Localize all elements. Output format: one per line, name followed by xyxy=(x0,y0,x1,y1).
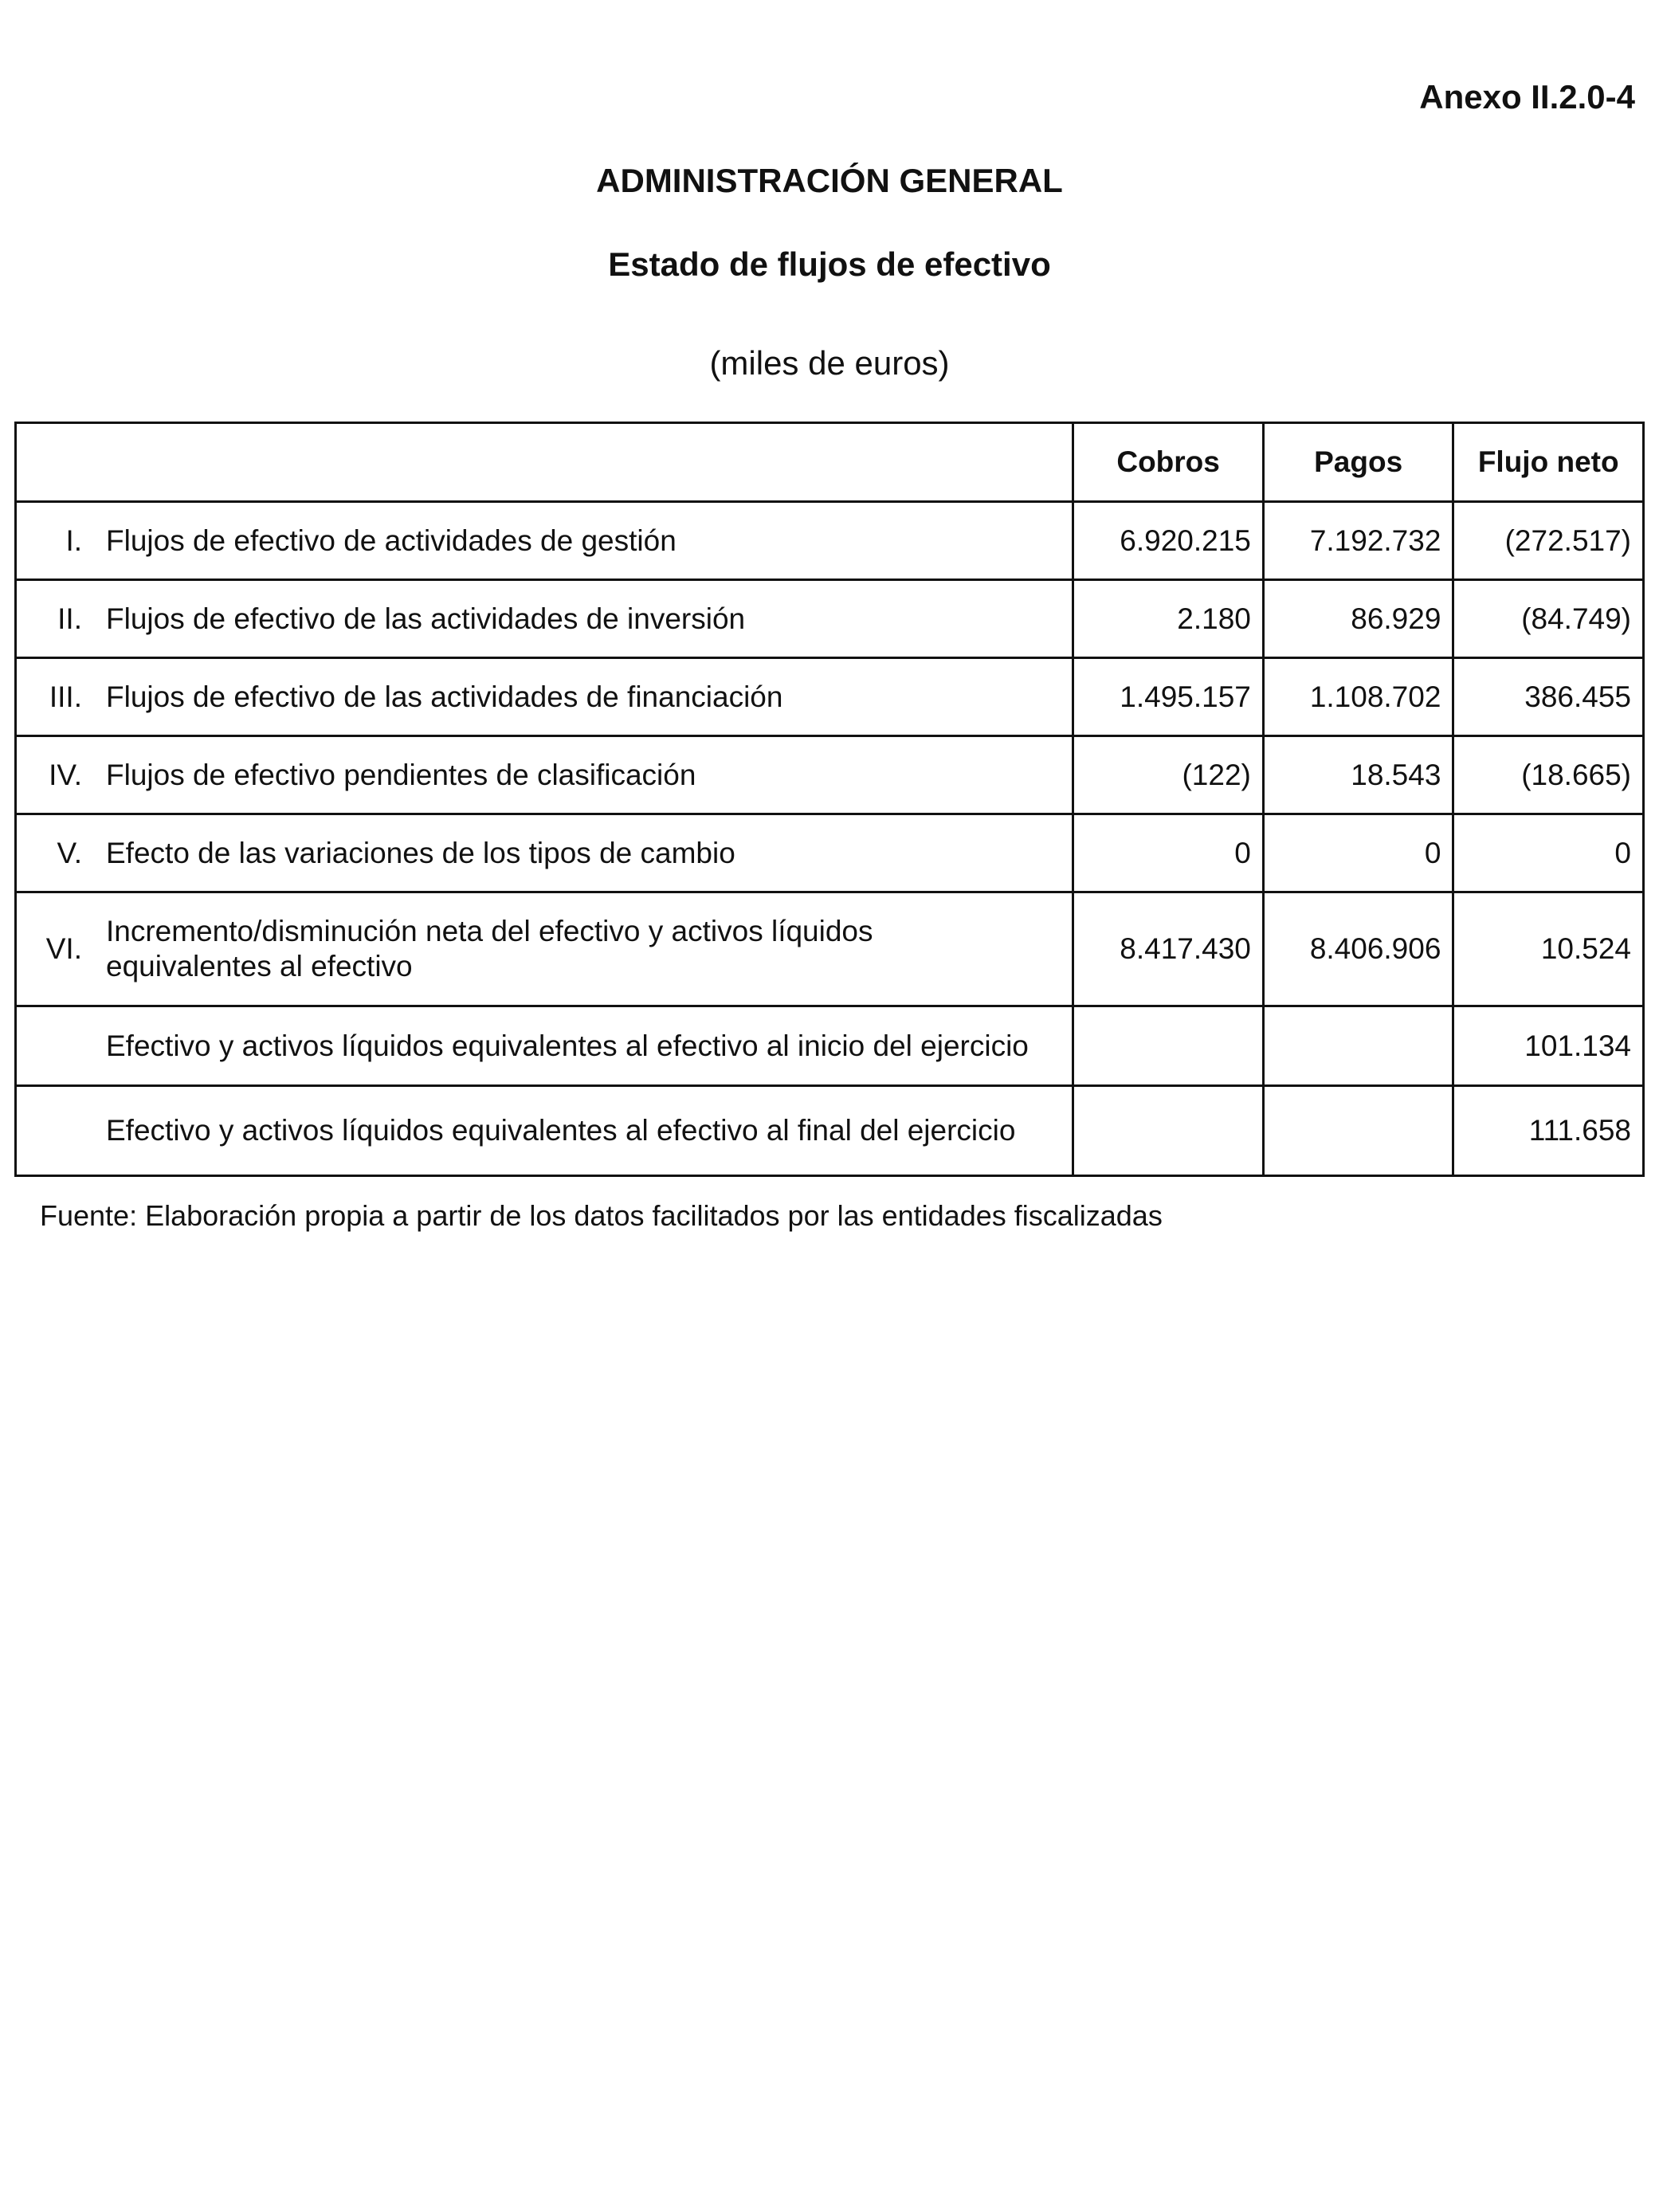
row-label: Flujos de efectivo de las actividades de financiación xyxy=(106,680,783,713)
table-row xyxy=(16,736,1644,814)
table-row xyxy=(16,502,1644,580)
cell-neto: 386.455 xyxy=(1453,658,1644,736)
row-label-line1: Incremento/disminución neta del efectivo y activos líquidos xyxy=(106,915,873,947)
annex-label: Anexo II.2.0-4 xyxy=(1419,78,1635,116)
cell-neto: 0 xyxy=(1453,814,1644,892)
page-title: ADMINISTRACIÓN GENERAL xyxy=(596,162,1063,199)
row-label: Flujos de efectivo pendientes de clasificación xyxy=(106,758,696,791)
row-label: Flujos de efectivo de las actividades de inversión xyxy=(106,602,746,635)
row-roman: I. xyxy=(65,524,82,557)
cash-flow-table xyxy=(14,422,1645,1177)
table-row xyxy=(16,814,1644,892)
cell-cobros xyxy=(1073,1086,1264,1176)
row-description xyxy=(16,814,1073,892)
cell-pagos xyxy=(1263,1006,1453,1086)
cell-pagos xyxy=(1263,1086,1453,1176)
row-description xyxy=(16,736,1073,814)
cell-neto: (84.749) xyxy=(1453,580,1644,658)
row-description xyxy=(16,1006,1073,1086)
cell-neto: (18.665) xyxy=(1453,736,1644,814)
cell-cobros: (122) xyxy=(1073,736,1264,814)
row-label xyxy=(82,914,873,984)
table-row xyxy=(16,892,1644,1006)
header-pagos: Pagos xyxy=(1263,423,1453,502)
row-roman: II. xyxy=(57,602,82,635)
header-blank xyxy=(16,423,1073,502)
row-description xyxy=(16,658,1073,736)
row-roman: III. xyxy=(49,680,82,713)
row-roman: V. xyxy=(57,836,82,869)
cell-cobros: 6.920.215 xyxy=(1073,502,1264,580)
cell-neto: (272.517) xyxy=(1453,502,1644,580)
row-label-line2: equivalentes al efectivo xyxy=(106,950,413,982)
page-subtitle: Estado de flujos de efectivo xyxy=(608,245,1051,283)
row-label: Efectivo y activos líquidos equivalentes al efectivo al final del ejercicio xyxy=(106,1114,1016,1147)
header-cobros: Cobros xyxy=(1073,423,1264,502)
table-header-row xyxy=(16,423,1644,502)
cell-pagos: 1.108.702 xyxy=(1263,658,1453,736)
cell-neto: 111.658 xyxy=(1453,1086,1644,1176)
cell-pagos: 8.406.906 xyxy=(1263,892,1453,1006)
cell-pagos: 0 xyxy=(1263,814,1453,892)
row-description xyxy=(16,892,1073,1006)
row-description xyxy=(16,1086,1073,1176)
units-note: (miles de euros) xyxy=(709,344,950,382)
table-row xyxy=(16,580,1644,658)
table-row xyxy=(16,658,1644,736)
cell-cobros: 2.180 xyxy=(1073,580,1264,658)
cell-pagos: 18.543 xyxy=(1263,736,1453,814)
cell-pagos: 86.929 xyxy=(1263,580,1453,658)
source-note: Fuente: Elaboración propia a partir de los datos facilitados por las entidades fiscalizadas xyxy=(40,1199,1163,1232)
cell-cobros: 0 xyxy=(1073,814,1264,892)
row-description xyxy=(16,502,1073,580)
row-label: Efectivo y activos líquidos equivalentes al efectivo al inicio del ejercicio xyxy=(106,1029,1029,1062)
cell-neto: 10.524 xyxy=(1453,892,1644,1006)
cell-cobros xyxy=(1073,1006,1264,1086)
cell-cobros: 8.417.430 xyxy=(1073,892,1264,1006)
row-description xyxy=(16,580,1073,658)
row-label: Efecto de las variaciones de los tipos de cambio xyxy=(106,836,735,869)
row-roman: VI. xyxy=(45,932,82,965)
header-flujo-neto: Flujo neto xyxy=(1453,423,1644,502)
cell-neto: 101.134 xyxy=(1453,1006,1644,1086)
cell-cobros: 1.495.157 xyxy=(1073,658,1264,736)
row-roman: IV. xyxy=(49,758,82,791)
table-row xyxy=(16,1006,1644,1086)
table-row xyxy=(16,1086,1644,1176)
row-label: Flujos de efectivo de actividades de gestión xyxy=(106,524,677,557)
cell-pagos: 7.192.732 xyxy=(1263,502,1453,580)
